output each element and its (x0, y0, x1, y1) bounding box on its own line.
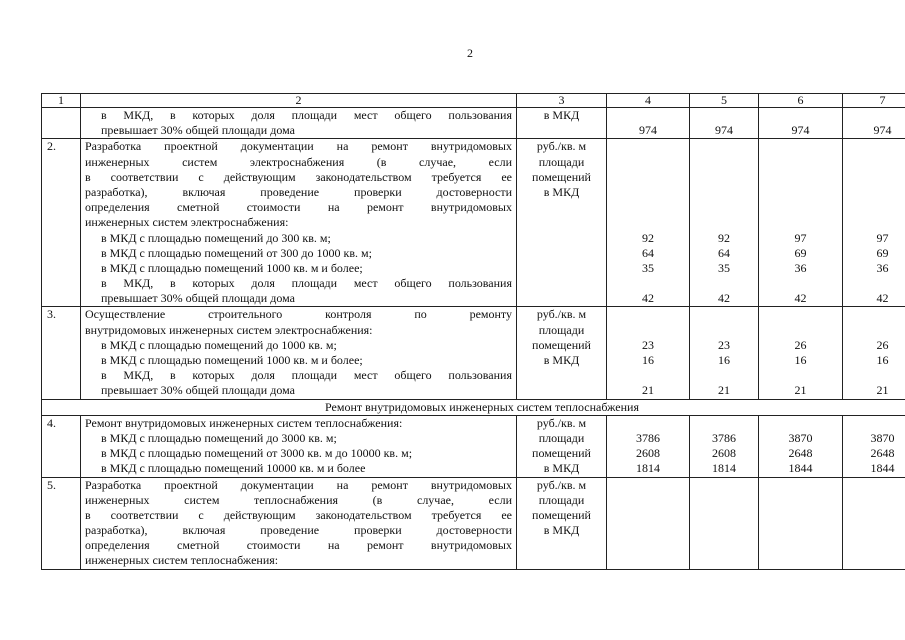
value: 23 (718, 337, 730, 352)
item-text: превышает 30% общей площади дома (101, 123, 295, 138)
unit-text: помещений (532, 337, 591, 352)
value: 974 (873, 123, 892, 138)
item-text: в МКД, в которых доля площади мест общего пользования (101, 368, 512, 383)
value-cell-col7 (843, 108, 905, 139)
value-cell-col5 (690, 307, 759, 399)
rates-table (41, 93, 905, 570)
desc-line: в соответствии с действующим законодательством требуется ее (85, 507, 512, 522)
unit-cell (517, 108, 607, 139)
page-number: 2 (467, 46, 473, 60)
unit-text: помещений (532, 507, 591, 522)
description-cell (81, 477, 517, 569)
desc-line: определения сметной стоимости на ремонт внутридомовых (85, 538, 512, 553)
value: 1844 (870, 461, 895, 476)
value-cell-col4 (607, 108, 690, 139)
unit-text: в МКД (543, 353, 580, 367)
unit-text: в МКД (543, 108, 580, 122)
row-number-cell: 2. (42, 139, 81, 307)
value: 1844 (788, 461, 813, 476)
value: 35 (718, 260, 730, 275)
value-cell-col7 (843, 415, 905, 477)
table-row-4 (42, 415, 905, 477)
value-cell-col5 (690, 415, 759, 477)
desc-line: инженерных систем теплоснабжения: (85, 553, 279, 568)
item-text: в МКД с площадью помещений 1000 кв. м и более; (101, 260, 363, 275)
value: 3870 (870, 430, 895, 445)
value: 42 (794, 291, 807, 306)
value: 3786 (712, 430, 736, 445)
value: 21 (794, 383, 807, 398)
value-cell-col5 (690, 139, 759, 307)
item-text: в МКД с площадью помещений до 1000 кв. м; (101, 337, 337, 352)
item-text: в МКД с площадью помещений от 3000 кв. м до 10000 кв. м; (101, 446, 413, 461)
table-row-3 (42, 307, 905, 399)
value-cell-col6 (759, 307, 843, 399)
value: 64 (718, 245, 730, 260)
value: 42 (642, 291, 654, 306)
value: 974 (791, 123, 810, 138)
unit-text: руб./кв. м (536, 307, 587, 322)
value: 974 (715, 123, 733, 138)
row-number-cell: 3. (42, 307, 81, 399)
column-number-row (42, 94, 905, 108)
row-number-cell: 4. (42, 415, 81, 477)
unit-cell (517, 415, 607, 477)
desc-line: внутридомовых инженерных систем электроснабжения: (85, 322, 373, 337)
unit-cell (517, 139, 607, 307)
value: 97 (794, 230, 807, 245)
desc-line: определения сметной стоимости на ремонт внутридомовых (85, 200, 512, 215)
value-cell-col5 (690, 477, 759, 569)
value-cell-col7 (843, 477, 905, 569)
unit-text: помещений (532, 446, 591, 461)
description-cell (81, 415, 517, 477)
value: 69 (794, 245, 807, 260)
value: 2608 (636, 446, 660, 461)
item-text: превышает 30% общей площади дома (101, 383, 295, 398)
unit-text: руб./кв. м (536, 477, 587, 492)
desc-line: инженерных систем теплоснабжения (в случае, если (85, 492, 512, 507)
section-heading: Ремонт внутридомовых инженерных систем теплоснабжения (42, 399, 905, 415)
item-text: в МКД с площадью помещений до 3000 кв. м; (101, 430, 337, 445)
value-cell-col5 (690, 108, 759, 139)
desc-line: Разработка проектной документации на ремонт внутридомовых (85, 139, 512, 154)
value: 16 (876, 353, 889, 367)
row-number-cell: 5. (42, 477, 81, 569)
value: 42 (718, 291, 730, 306)
value: 35 (642, 260, 654, 275)
value: 16 (794, 353, 807, 367)
desc-line: разработка), включая проведение проверки достоверности (85, 523, 512, 538)
col-header-5: 5 (690, 94, 759, 108)
col-header-3: 3 (517, 94, 607, 108)
value: 974 (639, 123, 657, 138)
value-cell-col4 (607, 139, 690, 307)
value: 92 (642, 230, 654, 245)
value-cell-col4 (607, 415, 690, 477)
table-row-continuation (42, 108, 905, 139)
unit-text: площади (538, 322, 585, 337)
desc-line: Осуществление строительного контроля по ремонту (85, 307, 512, 322)
col-header-2: 2 (81, 94, 517, 108)
desc-line: Ремонт внутридомовых инженерных систем теплоснабжения: (85, 415, 403, 430)
section-heading-row (42, 399, 905, 415)
description-cell (81, 139, 517, 307)
unit-text: в МКД (543, 184, 580, 199)
row-number-cell (42, 108, 81, 139)
value: 1814 (636, 461, 660, 476)
item-text: в МКД с площадью помещений 1000 кв. м и более; (101, 353, 363, 367)
col-header-1: 1 (42, 94, 81, 108)
value: 23 (642, 337, 654, 352)
item-text: в МКД с площадью помещений до 300 кв. м; (101, 230, 331, 245)
value: 16 (642, 353, 654, 367)
unit-text: в МКД (543, 523, 580, 538)
col-header-7: 7 (843, 94, 905, 108)
description-cell (81, 108, 517, 139)
unit-cell (517, 477, 607, 569)
value: 92 (718, 230, 730, 245)
value: 26 (794, 337, 807, 352)
unit-text: площади (538, 492, 585, 507)
desc-line: в соответствии с действующим законодательством требуется ее (85, 169, 512, 184)
desc-line: Разработка проектной документации на ремонт внутридомовых (85, 477, 512, 492)
item-text: в МКД с площадью помещений от 300 до 1000 кв. м; (101, 245, 372, 260)
table-row-2 (42, 139, 905, 307)
value: 26 (876, 337, 889, 352)
unit-text: в МКД (543, 461, 580, 476)
table-row-5 (42, 477, 905, 569)
unit-text: площади (538, 430, 585, 445)
value-cell-col7 (843, 307, 905, 399)
value: 2648 (788, 446, 813, 461)
value-cell-col7 (843, 139, 905, 307)
value-cell-col6 (759, 477, 843, 569)
description-cell (81, 307, 517, 399)
item-text: в МКД с площадью помещений 10000 кв. м и более (101, 461, 366, 476)
value: 21 (718, 383, 730, 398)
value: 2608 (712, 446, 736, 461)
item-text: в МКД, в которых доля площади мест общего пользования (101, 108, 512, 122)
value-cell-col6 (759, 415, 843, 477)
value-cell-col6 (759, 108, 843, 139)
value: 3786 (636, 430, 660, 445)
value: 42 (876, 291, 889, 306)
value: 36 (876, 260, 889, 275)
desc-line: разработка), включая проведение проверки достоверности (85, 184, 512, 199)
value: 97 (876, 230, 889, 245)
value-cell-col4 (607, 477, 690, 569)
value: 1814 (712, 461, 736, 476)
value-cell-col6 (759, 139, 843, 307)
desc-line: инженерных систем электроснабжения: (85, 215, 289, 230)
unit-text: помещений (532, 169, 591, 184)
item-text: в МКД, в которых доля площади мест общего пользования (101, 276, 512, 291)
unit-text: площади (538, 154, 585, 169)
unit-text: руб./кв. м (536, 139, 587, 154)
item-text: превышает 30% общей площади дома (101, 291, 295, 306)
unit-cell (517, 307, 607, 399)
col-header-4: 4 (607, 94, 690, 108)
value: 16 (718, 353, 730, 367)
value-cell-col4 (607, 307, 690, 399)
value: 2648 (870, 446, 895, 461)
value: 69 (876, 245, 889, 260)
unit-text: руб./кв. м (536, 415, 587, 430)
value: 64 (642, 245, 654, 260)
value: 36 (794, 260, 807, 275)
desc-line: инженерных систем электроснабжения (в случае, если (85, 154, 512, 169)
value: 3870 (788, 430, 813, 445)
value: 21 (876, 383, 889, 398)
col-header-6: 6 (759, 94, 843, 108)
value: 21 (642, 383, 654, 398)
